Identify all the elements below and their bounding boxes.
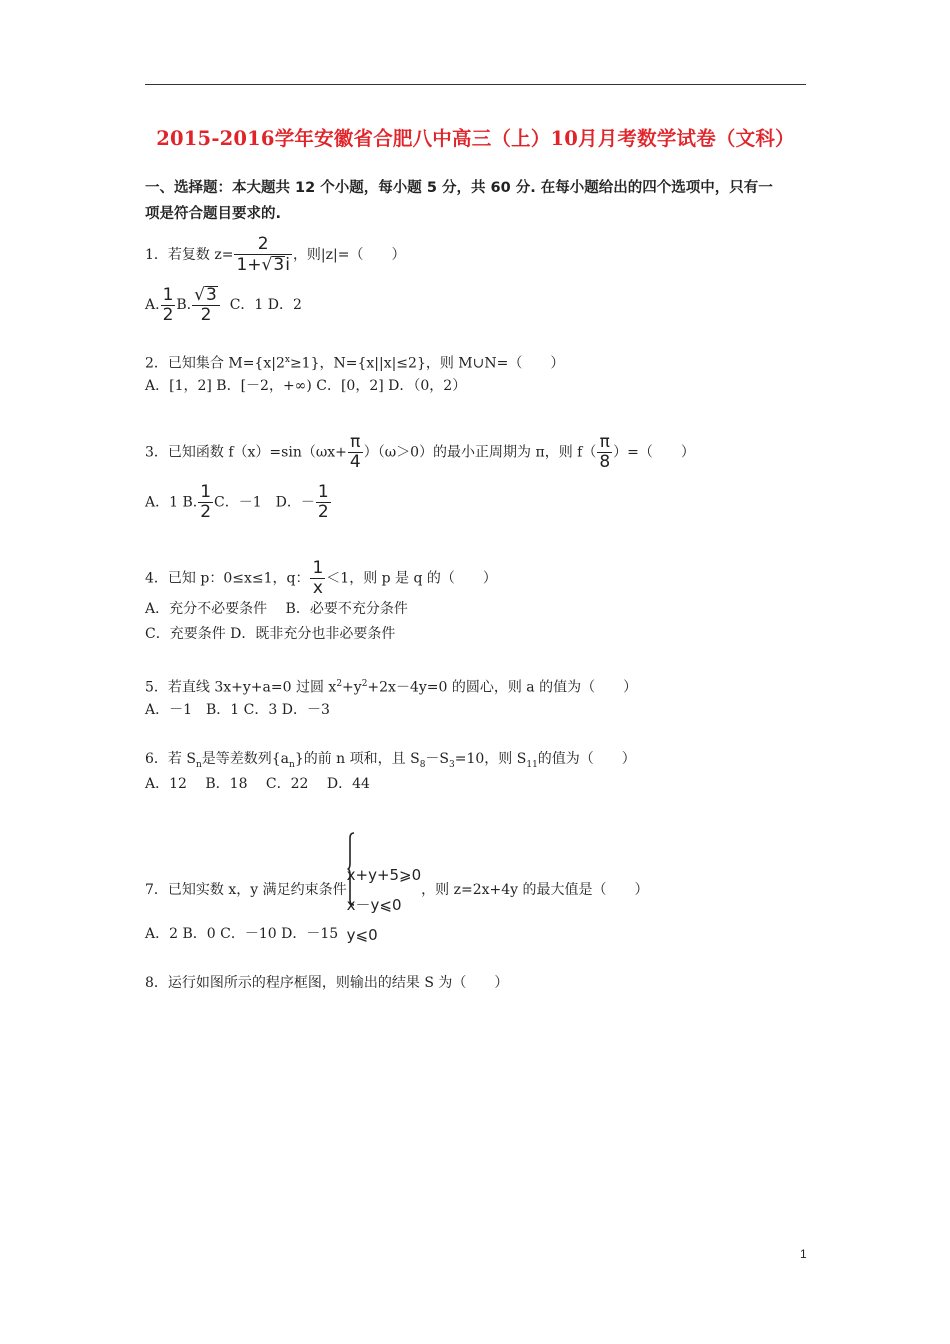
q4-num: 1 bbox=[312, 558, 324, 578]
q5-sup2: 2 bbox=[361, 679, 368, 689]
q3-pre: 3．已知函数 f（x）=sin（ωx+ bbox=[145, 444, 347, 461]
q1-option-b-label: B. bbox=[176, 297, 192, 313]
q3-opt-b-num: 1 bbox=[200, 482, 212, 502]
q6-p2: 是等差数列{a bbox=[201, 751, 290, 767]
q4-den: x bbox=[312, 578, 323, 598]
q3-den2: 8 bbox=[599, 452, 611, 472]
question-2-stem bbox=[145, 350, 564, 374]
sqrt-symbol: √3 bbox=[194, 285, 217, 305]
question-4-stem bbox=[145, 560, 497, 597]
q3-opt-mid: C．－1 D．－ bbox=[214, 494, 315, 511]
q3-num2: π bbox=[597, 434, 612, 453]
q6-p1: 6．若 S bbox=[145, 751, 196, 767]
question-7-options: A．2 B．0 C．－10 D．－15 bbox=[145, 926, 339, 942]
left-brace-icon bbox=[347, 832, 355, 906]
q3-post: ）=（ ） bbox=[613, 444, 695, 461]
q6-s5: 11 bbox=[526, 759, 538, 770]
q1-option-a-label: A. bbox=[145, 297, 160, 313]
q1-suffix: ，则|z|=（ ） bbox=[292, 247, 406, 263]
q5-pre: 5．若直线 3x+y+a=0 过圆 x bbox=[145, 679, 337, 696]
q6-s3: 8 bbox=[419, 759, 426, 770]
q1-fraction bbox=[234, 236, 291, 274]
constraint-rows bbox=[347, 860, 422, 950]
q1-opt-b-num bbox=[192, 286, 220, 306]
section-heading-line1: 一、选择题：本大题共 12 个小题，每小题 5 分，共 60 分. 在每小题给出的四个选项中，只有一 bbox=[145, 180, 773, 196]
q1-denominator bbox=[234, 255, 291, 274]
question-3-options bbox=[145, 484, 332, 521]
q1-radicand: 3 bbox=[273, 255, 285, 275]
q6-p6: 的值为（ ） bbox=[537, 751, 636, 767]
q3-fraction-1 bbox=[348, 434, 363, 471]
page-title: 2015-2016学年安徽省合肥八中高三（上）10月月考数学试卷（文科） bbox=[156, 127, 795, 150]
q3-opt-d-num: 1 bbox=[317, 482, 329, 502]
q1-opt-b-den: 2 bbox=[200, 305, 212, 325]
question-1-stem bbox=[145, 236, 405, 274]
section-heading-line2: 项是符合题目要求的. bbox=[145, 206, 282, 222]
q6-p3: }的前 n 项和，且 S bbox=[294, 751, 420, 767]
header-rule bbox=[145, 84, 806, 85]
question-4-options-line1: A．充分不必要条件 B．必要不充分条件 bbox=[145, 601, 408, 617]
q6-s2: n bbox=[289, 759, 295, 770]
q1-den-pre: 1+ bbox=[236, 255, 262, 275]
q4-pre: 4．已知 p：0≤x≤1，q： bbox=[145, 570, 310, 587]
q6-p4: －S bbox=[425, 751, 450, 767]
q1-options-rest: C．1 D．2 bbox=[229, 297, 302, 313]
constraint-row-1: x+y+5⩾0 bbox=[346, 866, 422, 884]
q3-num1: π bbox=[348, 434, 363, 453]
q3-opt-b-den: 2 bbox=[200, 502, 212, 522]
constraint-row-2: x－y⩽0 bbox=[346, 896, 402, 914]
q1-opt-a-den: 2 bbox=[162, 304, 174, 325]
q6-s1: n bbox=[195, 759, 202, 770]
q3-opt-pre: A．1 B. bbox=[145, 494, 198, 511]
q4-fraction bbox=[310, 560, 325, 597]
q1-den-post: i bbox=[285, 255, 290, 275]
q5-post: +2x－4y=0 的圆心，则 a 的值为（ ） bbox=[367, 679, 638, 696]
q6-p5: =10，则 S bbox=[454, 751, 527, 767]
q5-sup1: 2 bbox=[336, 679, 343, 689]
page-number: 1 bbox=[800, 1247, 807, 1261]
q6-s4: 3 bbox=[449, 759, 455, 770]
question-1-options bbox=[145, 286, 302, 324]
q4-post: ＜1，则 p 是 q 的（ ） bbox=[326, 570, 497, 587]
q3-option-d-fraction bbox=[316, 484, 331, 521]
sqrt-symbol: √3 bbox=[261, 255, 285, 275]
q1-opt-b-radicand: 3 bbox=[205, 285, 217, 305]
q2-post: ≥1}，N={x||x|≤2}，则 M∪N=（ ） bbox=[289, 355, 565, 372]
q7-post: ，则 z=2x+4y 的最大值是（ ） bbox=[421, 882, 649, 898]
q1-option-a-fraction bbox=[161, 284, 176, 325]
q1-prefix: 1．若复数 z= bbox=[145, 247, 234, 263]
question-8-stem: 8．运行如图所示的程序框图，则输出的结果 S 为（ ） bbox=[145, 975, 509, 991]
q1-numerator: 2 bbox=[234, 236, 291, 255]
q3-option-b-fraction bbox=[198, 484, 213, 521]
q5-mid1: +y bbox=[342, 679, 362, 696]
constraint-system bbox=[347, 830, 422, 950]
question-2-options: A．[1，2] B．[－2，+∞) C．[0，2] D．（0，2） bbox=[145, 378, 467, 394]
constraint-row-3: y⩽0 bbox=[346, 926, 378, 944]
q3-den1: 4 bbox=[349, 452, 361, 472]
question-4-options-line2: C．充要条件 D．既非充分也非必要条件 bbox=[145, 626, 396, 642]
q3-mid: ）（ω＞0）的最小正周期为 π，则 f（ bbox=[363, 444, 597, 461]
question-3-stem bbox=[145, 434, 695, 471]
q1-option-b-fraction bbox=[192, 286, 220, 324]
question-5-stem bbox=[145, 674, 637, 698]
q3-opt-d-den: 2 bbox=[317, 502, 329, 522]
question-6-options: A．12 B．18 C．22 D．44 bbox=[145, 776, 370, 792]
q3-fraction-2 bbox=[597, 434, 612, 471]
question-5-options: A．－1 B．1 C．3 D．－3 bbox=[145, 702, 330, 718]
q2-pre: 2．已知集合 M={x|2 bbox=[145, 355, 285, 372]
q1-opt-a-num: 1 bbox=[162, 284, 174, 305]
q7-pre: 7．已知实数 x，y 满足约束条件 bbox=[145, 882, 347, 898]
q2-sup: x bbox=[284, 355, 290, 365]
question-6-stem bbox=[145, 749, 636, 775]
